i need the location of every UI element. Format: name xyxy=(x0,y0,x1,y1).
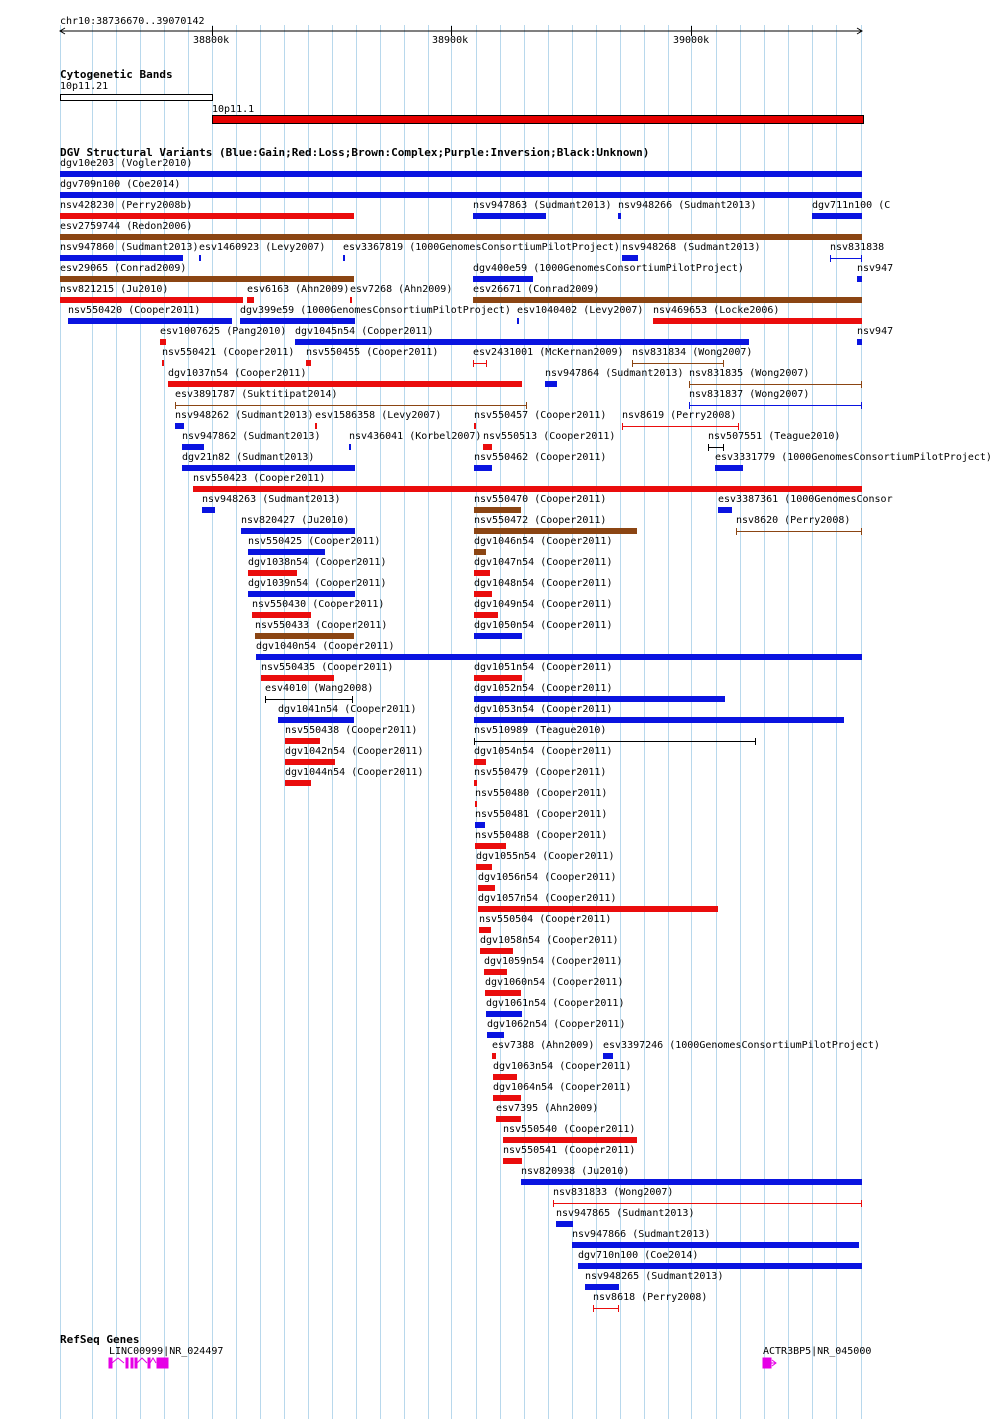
dgv-feature-endcap xyxy=(689,402,690,409)
dgv-feature-endcap xyxy=(265,696,266,703)
dgv-feature-label[interactable]: esv1586358 (Levy2007) xyxy=(315,410,442,421)
dgv-feature-label[interactable]: dgv1054n54 (Cooper2011) xyxy=(474,746,613,757)
dgv-feature-label[interactable]: nsv948266 (Sudmant2013) xyxy=(618,200,757,211)
dgv-feature-bar[interactable] xyxy=(475,843,506,849)
ruler-tick-label: 38800k xyxy=(193,35,230,46)
dgv-feature-bar[interactable] xyxy=(175,423,184,429)
dgv-feature-bar[interactable] xyxy=(182,465,355,471)
dgv-feature-label[interactable]: dgv1051n54 (Cooper2011) xyxy=(474,662,613,673)
dgv-feature-label[interactable]: nsv550438 (Cooper2011) xyxy=(285,725,418,736)
dgv-feature-label[interactable]: dgv1058n54 (Cooper2011) xyxy=(480,935,619,946)
dgv-feature-bar[interactable] xyxy=(162,360,164,366)
dgv-feature-label[interactable]: nsv550504 (Cooper2011) xyxy=(479,914,612,925)
dgv-feature-bar[interactable] xyxy=(473,297,862,303)
dgv-feature-bar[interactable] xyxy=(252,612,311,618)
dgv-feature-label[interactable]: nsv436041 (Korbel2007) xyxy=(349,431,482,442)
dgv-feature-label[interactable]: dgv1064n54 (Cooper2011) xyxy=(493,1082,632,1093)
dgv-feature-label[interactable]: nsv831834 (Wong2007) xyxy=(632,347,753,358)
dgv-feature-label[interactable]: nsv550480 (Cooper2011) xyxy=(475,788,608,799)
dgv-feature-bar[interactable] xyxy=(474,717,844,723)
dgv-feature-endcap xyxy=(352,696,353,703)
dgv-feature-bar[interactable] xyxy=(618,213,621,219)
dgv-feature-bar[interactable] xyxy=(474,591,492,597)
dgv-feature-label[interactable]: nsv947866 (Sudmant2013) xyxy=(572,1229,711,1240)
dgv-feature-bar[interactable] xyxy=(622,426,739,427)
dgv-feature-label[interactable]: esv1460923 (Levy2007) xyxy=(199,242,326,253)
dgv-feature-label[interactable]: nsv820938 (Ju2010) xyxy=(521,1166,630,1177)
dgv-feature-endcap xyxy=(175,402,176,409)
dgv-feature-bar[interactable] xyxy=(496,1116,521,1122)
dgv-feature-bar[interactable] xyxy=(622,255,638,261)
dgv-feature-bar[interactable] xyxy=(517,318,519,324)
dgv-feature-label[interactable]: nsv8620 (Perry2008) xyxy=(736,515,851,526)
dgv-feature-label[interactable]: esv7268 (Ahn2009) xyxy=(350,284,453,295)
dgv-feature-bar[interactable] xyxy=(603,1053,613,1059)
dgv-feature-bar[interactable] xyxy=(248,549,325,555)
dgv-feature-bar[interactable] xyxy=(812,213,862,219)
dgv-feature-bar[interactable] xyxy=(182,444,204,450)
dgv-feature-bar[interactable] xyxy=(474,696,725,702)
dgv-feature-label[interactable]: dgv1057n54 (Cooper2011) xyxy=(478,893,617,904)
dgv-feature-label[interactable]: dgv1037n54 (Cooper2011) xyxy=(168,368,307,379)
dgv-feature-label[interactable]: nsv550430 (Cooper2011) xyxy=(252,599,385,610)
dgv-feature-label[interactable]: nsv550481 (Cooper2011) xyxy=(475,809,608,820)
dgv-feature-bar[interactable] xyxy=(653,318,862,324)
ruler-tick-label: 38900k xyxy=(432,35,469,46)
dgv-feature-bar[interactable] xyxy=(493,1095,521,1101)
dgv-feature-label[interactable]: esv26671 (Conrad2009) xyxy=(473,284,600,295)
dgv-feature-bar[interactable] xyxy=(265,699,353,700)
refseq-track-title: RefSeq Genes xyxy=(60,1333,140,1346)
dgv-feature-endcap xyxy=(553,1200,554,1207)
dgv-feature-bar[interactable] xyxy=(487,1032,504,1038)
dgv-feature-bar[interactable] xyxy=(248,591,355,597)
dgv-feature-bar[interactable] xyxy=(60,171,862,177)
dgv-feature-bar[interactable] xyxy=(306,360,311,366)
dgv-feature-label[interactable]: dgv1042n54 (Cooper2011) xyxy=(285,746,424,757)
dgv-feature-bar[interactable] xyxy=(474,465,492,471)
ruler-tick-label: 39000k xyxy=(673,35,710,46)
dgv-feature-bar[interactable] xyxy=(483,444,492,450)
dgv-feature-endcap xyxy=(861,528,862,535)
dgv-feature-label[interactable]: nsv550540 (Cooper2011) xyxy=(503,1124,636,1135)
dgv-feature-endcap xyxy=(861,1200,862,1207)
dgv-feature-label[interactable]: nsv948268 (Sudmant2013) xyxy=(622,242,761,253)
dgv-feature-bar[interactable] xyxy=(718,507,732,513)
dgv-feature-bar[interactable] xyxy=(545,381,557,387)
dgv-feature-endcap xyxy=(738,423,739,430)
dgv-feature-endcap xyxy=(723,444,724,451)
dgv-feature-label[interactable]: esv3397246 (1000GenomesConsortiumPilotProject) xyxy=(603,1040,880,1051)
dgv-feature-bar[interactable] xyxy=(474,633,522,639)
dgv-feature-endcap xyxy=(618,1305,619,1312)
dgv-feature-bar[interactable] xyxy=(556,1221,573,1227)
dgv-feature-endcap xyxy=(622,423,623,430)
dgv-feature-label[interactable]: dgv1046n54 (Cooper2011) xyxy=(474,536,613,547)
dgv-feature-bar[interactable] xyxy=(736,531,862,532)
dgv-feature-endcap xyxy=(473,360,474,367)
dgv-feature-label[interactable]: dgv1040n54 (Cooper2011) xyxy=(256,641,395,652)
dgv-feature-label[interactable]: dgv1047n54 (Cooper2011) xyxy=(474,557,613,568)
dgv-feature-bar[interactable] xyxy=(485,990,521,996)
dgv-feature-label[interactable]: esv3387361 (1000GenomesConsor xyxy=(718,494,893,505)
dgv-feature-label[interactable]: dgv400e59 (1000GenomesConsortiumPilotProject) xyxy=(473,263,744,274)
dgv-feature-label[interactable]: nsv550425 (Cooper2011) xyxy=(248,536,381,547)
dgv-feature-bar[interactable] xyxy=(553,1203,862,1204)
dgv-feature-label[interactable]: esv29065 (Conrad2009) xyxy=(60,263,187,274)
dgv-feature-bar[interactable] xyxy=(473,276,533,282)
dgv-feature-label[interactable]: dgv1055n54 (Cooper2011) xyxy=(476,851,615,862)
dgv-feature-label[interactable]: dgv711n100 (C xyxy=(812,200,891,211)
dgv-feature-bar[interactable] xyxy=(486,1011,522,1017)
dgv-feature-label[interactable]: esv7395 (Ahn2009) xyxy=(496,1103,599,1114)
dgv-feature-label[interactable]: nsv821215 (Ju2010) xyxy=(60,284,169,295)
dgv-feature-label[interactable]: esv1007625 (Pang2010) xyxy=(160,326,287,337)
dgv-feature-bar[interactable] xyxy=(255,633,354,639)
dgv-feature-label[interactable]: dgv10e203 (Vogler2010) xyxy=(60,158,193,169)
dgv-feature-label[interactable]: dgv1053n54 (Cooper2011) xyxy=(474,704,613,715)
dgv-feature-label[interactable]: nsv550423 (Cooper2011) xyxy=(193,473,326,484)
dgv-feature-bar[interactable] xyxy=(474,528,637,534)
dgv-feature-bar[interactable] xyxy=(478,885,495,891)
dgv-feature-bar[interactable] xyxy=(578,1263,862,1269)
dgv-feature-bar[interactable] xyxy=(285,780,311,786)
dgv-feature-bar[interactable] xyxy=(715,465,743,471)
dgv-feature-endcap xyxy=(830,255,831,262)
dgv-feature-label[interactable]: nsv550420 (Cooper2011) xyxy=(68,305,201,316)
dgv-feature-bar[interactable] xyxy=(474,507,521,513)
dgv-feature-label[interactable]: esv3331779 (1000GenomesConsortiumPilotProject) xyxy=(715,452,992,463)
dgv-feature-label[interactable]: nsv831837 (Wong2007) xyxy=(689,389,810,400)
dgv-feature-bar[interactable] xyxy=(572,1242,859,1248)
dgv-feature-bar[interactable] xyxy=(493,1074,517,1080)
dgv-feature-label[interactable]: nsv8619 (Perry2008) xyxy=(622,410,737,421)
dgv-feature-bar[interactable] xyxy=(202,507,215,513)
dgv-feature-label[interactable]: nsv550433 (Cooper2011) xyxy=(255,620,388,631)
dgv-feature-label[interactable]: nsv550470 (Cooper2011) xyxy=(474,494,607,505)
dgv-feature-bar[interactable] xyxy=(60,255,183,261)
dgv-feature-endcap xyxy=(593,1305,594,1312)
dgv-feature-label[interactable]: nsv831835 (Wong2007) xyxy=(689,368,810,379)
dgv-feature-endcap xyxy=(755,738,756,745)
dgv-feature-bar[interactable] xyxy=(492,1053,496,1059)
dgv-feature-bar[interactable] xyxy=(476,864,492,870)
dgv-feature-label[interactable]: nsv947863 (Sudmant2013) xyxy=(473,200,612,211)
dgv-feature-label[interactable]: nsv947 xyxy=(857,326,894,337)
dgv-feature-label[interactable]: nsv831833 (Wong2007) xyxy=(553,1187,674,1198)
dgv-feature-bar[interactable] xyxy=(689,405,862,406)
dgv-feature-bar[interactable] xyxy=(285,738,320,744)
dgv-feature-label[interactable]: nsv947862 (Sudmant2013) xyxy=(182,431,321,442)
dgv-feature-label[interactable]: nsv550513 (Cooper2011) xyxy=(483,431,616,442)
dgv-feature-endcap xyxy=(723,360,724,367)
dgv-feature-bar[interactable] xyxy=(474,759,486,765)
dgv-feature-bar[interactable] xyxy=(247,297,254,303)
cytoband-10p11-21[interactable] xyxy=(60,94,213,101)
dgv-feature-bar[interactable] xyxy=(343,255,345,261)
dgv-feature-bar[interactable] xyxy=(256,654,862,660)
dgv-feature-bar[interactable] xyxy=(240,318,355,324)
dgv-feature-label[interactable]: dgv709n100 (Coe2014) xyxy=(60,179,181,190)
dgv-feature-bar[interactable] xyxy=(248,570,297,576)
ruler-axis xyxy=(0,0,890,40)
dgv-feature-bar[interactable] xyxy=(278,717,354,723)
dgv-feature-endcap xyxy=(861,402,862,409)
dgv-feature-bar[interactable] xyxy=(295,339,749,345)
dgv-feature-bar[interactable] xyxy=(593,1308,619,1309)
dgv-feature-label[interactable]: nsv550462 (Cooper2011) xyxy=(474,452,607,463)
dgv-feature-label[interactable]: esv2431001 (McKernan2009) xyxy=(473,347,624,358)
dgv-feature-bar[interactable] xyxy=(349,444,351,450)
dgv-feature-label[interactable]: nsv820427 (Ju2010) xyxy=(241,515,350,526)
dgv-feature-endcap xyxy=(861,255,862,262)
dgv-feature-bar[interactable] xyxy=(60,297,243,303)
cytoband-10p11-1[interactable] xyxy=(212,115,864,124)
dgv-feature-label[interactable]: nsv510989 (Teague2010) xyxy=(474,725,607,736)
dgv-feature-label[interactable]: esv4010 (Wang2008) xyxy=(265,683,374,694)
dgv-feature-label[interactable]: dgv1039n54 (Cooper2011) xyxy=(248,578,387,589)
dgv-feature-bar[interactable] xyxy=(285,759,335,765)
dgv-feature-bar[interactable] xyxy=(473,213,546,219)
dgv-feature-label[interactable]: esv6163 (Ahn2009) xyxy=(247,284,350,295)
dgv-feature-bar[interactable] xyxy=(474,780,477,786)
dgv-feature-bar[interactable] xyxy=(60,276,354,282)
dgv-feature-bar[interactable] xyxy=(60,234,862,240)
dgv-feature-label[interactable]: nsv550421 (Cooper2011) xyxy=(162,347,295,358)
dgv-feature-bar[interactable] xyxy=(474,423,476,429)
dgv-feature-endcap xyxy=(632,360,633,367)
dgv-feature-label[interactable]: nsv831838 xyxy=(830,242,885,253)
dgv-feature-label[interactable]: dgv1063n54 (Cooper2011) xyxy=(493,1061,632,1072)
dgv-feature-label[interactable]: dgv1061n54 (Cooper2011) xyxy=(486,998,625,1009)
dgv-feature-bar[interactable] xyxy=(857,276,862,282)
dgv-feature-label[interactable]: nsv550455 (Cooper2011) xyxy=(306,347,439,358)
dgv-feature-label[interactable]: dgv21n82 (Sudmant2013) xyxy=(182,452,315,463)
dgv-feature-label[interactable]: dgv710n100 (Coe2014) xyxy=(578,1250,699,1261)
dgv-feature-bar[interactable] xyxy=(708,447,724,448)
dgv-feature-bar[interactable] xyxy=(585,1284,619,1290)
dgv-feature-bar[interactable] xyxy=(60,192,862,198)
dgv-feature-bar[interactable] xyxy=(475,801,477,807)
dgv-feature-label[interactable]: nsv948265 (Sudmant2013) xyxy=(585,1271,724,1282)
dgv-feature-label[interactable]: nsv947864 (Sudmant2013) xyxy=(545,368,684,379)
dgv-feature-label[interactable]: esv3367819 (1000GenomesConsortiumPilotProject) xyxy=(343,242,620,253)
dgv-feature-bar[interactable] xyxy=(160,339,166,345)
dgv-feature-bar[interactable] xyxy=(199,255,201,261)
dgv-feature-label[interactable]: esv1040402 (Levy2007) xyxy=(517,305,644,316)
dgv-feature-label[interactable]: nsv550472 (Cooper2011) xyxy=(474,515,607,526)
dgv-feature-label[interactable]: nsv948262 (Sudmant2013) xyxy=(175,410,314,421)
dgv-feature-label[interactable]: dgv1060n54 (Cooper2011) xyxy=(485,977,624,988)
dgv-feature-bar[interactable] xyxy=(241,528,355,534)
dgv-feature-bar[interactable] xyxy=(503,1137,637,1143)
dgv-feature-bar[interactable] xyxy=(503,1158,522,1164)
dgv-feature-label[interactable]: dgv1041n54 (Cooper2011) xyxy=(278,704,417,715)
gene-label[interactable]: ACTR3BP5|NR_045000 xyxy=(763,1346,872,1357)
dgv-feature-label[interactable]: esv2759744 (Redon2006) xyxy=(60,221,193,232)
dgv-feature-bar[interactable] xyxy=(350,297,352,303)
dgv-feature-bar[interactable] xyxy=(632,363,724,364)
cytoband-track-title: Cytogenetic Bands xyxy=(60,68,173,81)
dgv-feature-endcap xyxy=(736,528,737,535)
dgv-feature-bar[interactable] xyxy=(857,339,862,345)
dgv-feature-bar[interactable] xyxy=(521,1179,862,1185)
dgv-feature-bar[interactable] xyxy=(474,675,522,681)
dgv-feature-bar[interactable] xyxy=(484,969,507,975)
dgv-feature-label[interactable]: dgv1044n54 (Cooper2011) xyxy=(285,767,424,778)
dgv-feature-label[interactable]: nsv8618 (Perry2008) xyxy=(593,1292,708,1303)
dgv-track-title: DGV Structural Variants (Blue:Gain;Red:Loss;Brown:Complex;Purple:Inversion;Black:Unknown) xyxy=(60,146,650,159)
dgv-feature-bar[interactable] xyxy=(175,405,527,406)
dgv-feature-label[interactable]: dgv1048n54 (Cooper2011) xyxy=(474,578,613,589)
dgv-feature-label[interactable]: dgv1056n54 (Cooper2011) xyxy=(478,872,617,883)
dgv-feature-endcap xyxy=(526,402,527,409)
dgv-feature-label[interactable]: dgv399e59 (1000GenomesConsortiumPilotProject) xyxy=(240,305,511,316)
cytoband-label: 10p11.21 xyxy=(60,81,109,92)
dgv-feature-bar[interactable] xyxy=(689,384,862,385)
dgv-feature-bar[interactable] xyxy=(474,570,490,576)
dgv-feature-label[interactable]: nsv947865 (Sudmant2013) xyxy=(556,1208,695,1219)
dgv-feature-bar[interactable] xyxy=(60,213,354,219)
dgv-feature-label[interactable]: dgv1052n54 (Cooper2011) xyxy=(474,683,613,694)
location-label: chr10:38736670..39070142 xyxy=(60,16,205,27)
dgv-feature-label[interactable]: dgv1045n54 (Cooper2011) xyxy=(295,326,434,337)
dgv-feature-bar[interactable] xyxy=(478,906,718,912)
dgv-feature-bar[interactable] xyxy=(475,822,485,828)
dgv-feature-bar[interactable] xyxy=(193,486,862,492)
dgv-feature-label[interactable]: dgv1050n54 (Cooper2011) xyxy=(474,620,613,631)
dgv-feature-label[interactable]: nsv550479 (Cooper2011) xyxy=(474,767,607,778)
dgv-feature-label[interactable]: nsv469653 (Locke2006) xyxy=(653,305,780,316)
dgv-feature-bar[interactable] xyxy=(479,927,491,933)
dgv-feature-label[interactable]: esv7388 (Ahn2009) xyxy=(492,1040,595,1051)
dgv-feature-label[interactable]: nsv947860 (Sudmant2013) xyxy=(60,242,199,253)
dgv-feature-label[interactable]: dgv1062n54 (Cooper2011) xyxy=(487,1019,626,1030)
dgv-feature-label[interactable]: dgv1059n54 (Cooper2011) xyxy=(484,956,623,967)
cytoband-label: 10p11.1 xyxy=(212,104,255,115)
dgv-feature-bar[interactable] xyxy=(830,258,862,259)
dgv-feature-endcap xyxy=(708,444,709,451)
dgv-feature-label[interactable]: dgv1049n54 (Cooper2011) xyxy=(474,599,613,610)
dgv-feature-label[interactable]: nsv550488 (Cooper2011) xyxy=(475,830,608,841)
dgv-feature-bar[interactable] xyxy=(474,549,486,555)
dgv-feature-bar[interactable] xyxy=(68,318,232,324)
dgv-feature-bar[interactable] xyxy=(473,363,487,364)
dgv-feature-label[interactable]: nsv550435 (Cooper2011) xyxy=(261,662,394,673)
dgv-feature-bar[interactable] xyxy=(315,423,317,429)
dgv-feature-label[interactable]: nsv428230 (Perry2008b) xyxy=(60,200,193,211)
dgv-feature-label[interactable]: esv3891787 (Suktitipat2014) xyxy=(175,389,338,400)
dgv-feature-bar[interactable] xyxy=(261,675,334,681)
gene-label[interactable]: LINC00999|NR_024497 xyxy=(109,1346,224,1357)
dgv-feature-endcap xyxy=(474,738,475,745)
dgv-feature-bar[interactable] xyxy=(480,948,513,954)
dgv-feature-bar[interactable] xyxy=(474,612,498,618)
dgv-feature-endcap xyxy=(689,381,690,388)
dgv-feature-label[interactable]: nsv947 xyxy=(857,263,894,274)
dgv-feature-label[interactable]: nsv550541 (Cooper2011) xyxy=(503,1145,636,1156)
dgv-feature-endcap xyxy=(486,360,487,367)
dgv-feature-label[interactable]: nsv948263 (Sudmant2013) xyxy=(202,494,341,505)
dgv-feature-label[interactable]: nsv550457 (Cooper2011) xyxy=(474,410,607,421)
dgv-feature-bar[interactable] xyxy=(474,741,756,742)
dgv-feature-label[interactable]: nsv507551 (Teague2010) xyxy=(708,431,841,442)
dgv-feature-endcap xyxy=(861,381,862,388)
dgv-feature-bar[interactable] xyxy=(168,381,522,387)
dgv-feature-label[interactable]: dgv1038n54 (Cooper2011) xyxy=(248,557,387,568)
